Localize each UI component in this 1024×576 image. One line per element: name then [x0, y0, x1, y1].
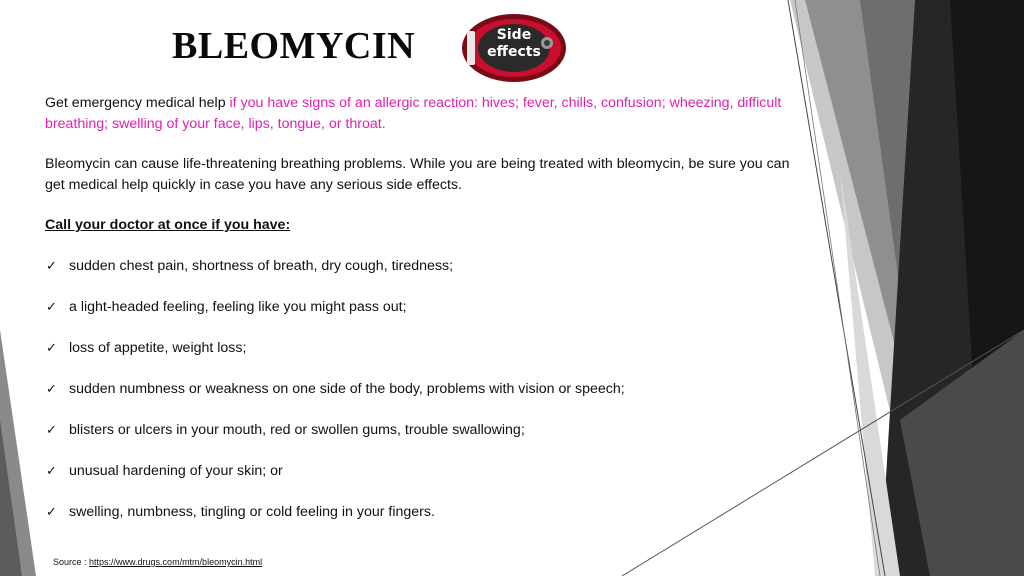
badge-label — [483, 27, 545, 61]
call-doctor-heading: Call your doctor at once if you have: — [45, 217, 291, 233]
list-item — [45, 502, 805, 523]
check-icon: ✓ — [46, 423, 57, 438]
list-item-text: sudden numbness or weakness on one side of the body, problems with vision or speech; — [69, 381, 625, 397]
list-item-text: a light-headed feeling, feeling like you might pass out; — [69, 299, 407, 315]
list-item-text: swelling, numbness, tingling or cold feeling in your fingers. — [69, 504, 435, 520]
check-icon: ✓ — [46, 259, 57, 274]
check-icon: ✓ — [46, 382, 57, 397]
check-icon: ✓ — [46, 341, 57, 356]
list-item — [45, 461, 805, 482]
list-item — [45, 338, 805, 359]
page-title: BLEOMYCIN — [172, 25, 416, 67]
list-item-text: sudden chest pain, shortness of breath, dry cough, tiredness; — [69, 258, 454, 274]
breathing-paragraph: Bleomycin can cause life-threatening breathing problems. While you are being treated with bleomycin, be sure you can get medical help quickly in case you have any serious side effects. — [45, 156, 790, 193]
allergy-warning: if you have signs of an allergic reaction: hives; fever, chills, confusion; wheezing, difficult breathing; swelling of your face, lips, tongue, or throat. — [45, 95, 782, 132]
source-citation — [53, 556, 262, 568]
list-item — [45, 297, 805, 318]
list-item — [45, 420, 805, 441]
slide-body — [45, 93, 805, 543]
list-item — [45, 256, 805, 277]
side-effects-badge — [461, 13, 567, 83]
side-effects-list — [45, 256, 805, 523]
list-item-text: loss of appetite, weight loss; — [69, 340, 247, 356]
emergency-lead: Get emergency medical help — [45, 95, 230, 111]
source-label: Source : — [53, 557, 90, 567]
list-item — [45, 379, 805, 400]
list-item-text: blisters or ulcers in your mouth, red or swollen gums, trouble swallowing; — [69, 422, 525, 438]
badge-line-side: Side — [496, 27, 532, 43]
badge-line-effects: effects — [487, 44, 541, 60]
check-icon: ✓ — [46, 464, 57, 479]
source-link[interactable]: https://www.drugs.com/mtm/bleomycin.html — [89, 557, 263, 567]
check-icon: ✓ — [46, 505, 57, 520]
list-item-text: unusual hardening of your skin; or — [69, 463, 283, 479]
check-icon: ✓ — [46, 300, 57, 315]
emergency-paragraph — [45, 93, 805, 135]
